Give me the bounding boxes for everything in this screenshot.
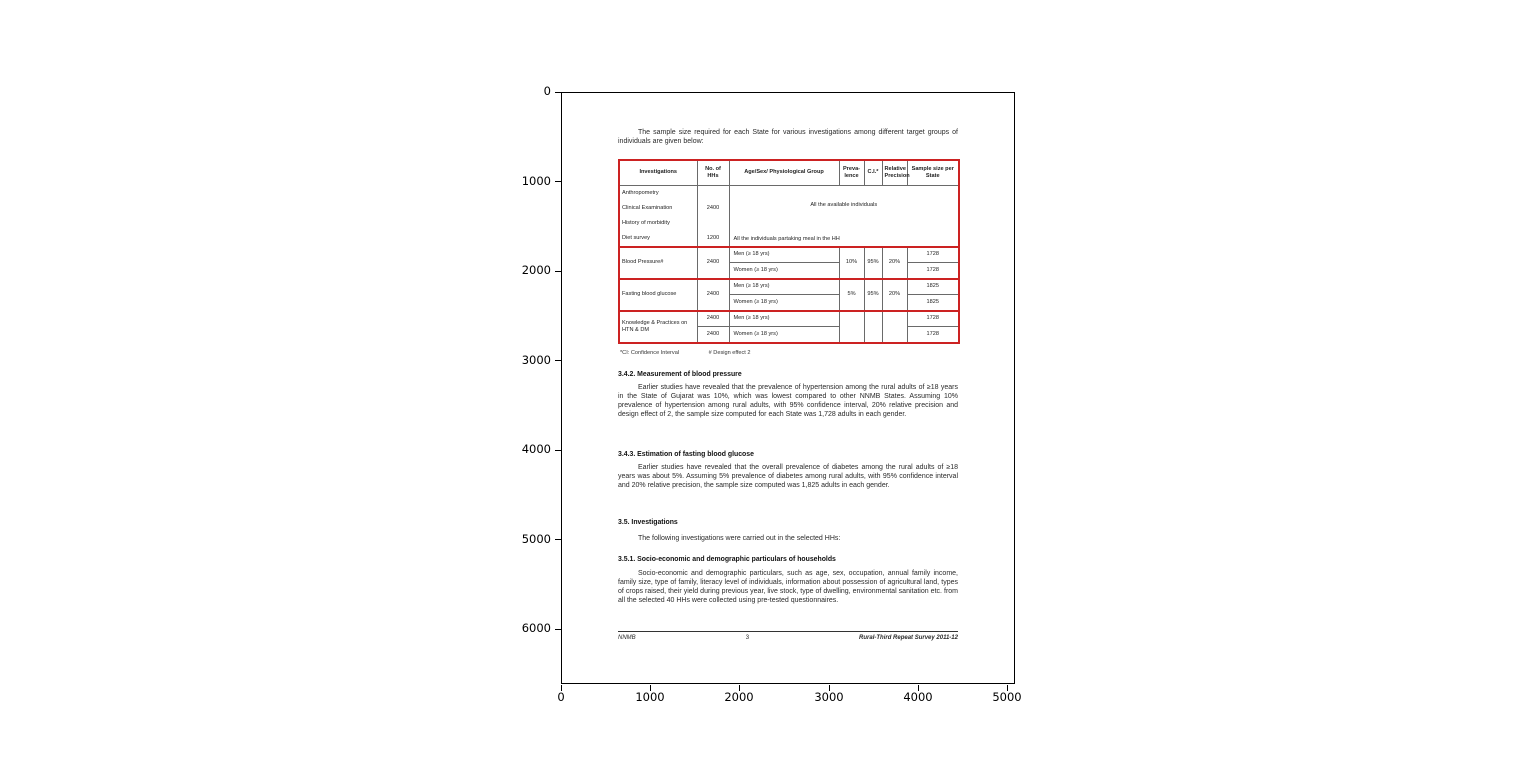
- footer-org: NNMB: [618, 635, 636, 641]
- cell-anthropometry: Anthropometry: [622, 189, 659, 196]
- document-page: [562, 93, 1014, 683]
- cell-bp-prevalence: 10%: [839, 247, 864, 279]
- table-row-bp-men: [619, 247, 959, 263]
- table-header-row: [619, 160, 959, 185]
- cell-kp-ci-empty: [864, 311, 882, 343]
- cell-individuals-partaking-meal: All the individuals partaking meal in the HH: [733, 235, 840, 242]
- cell-kp-prevalence-empty: [839, 311, 864, 343]
- cell-bp-women: Women (≥ 18 yrs): [729, 263, 839, 279]
- col-header-hhs: No. of HHs: [697, 160, 729, 185]
- table-footnote: [620, 350, 751, 356]
- intro-paragraph: The sample size required for each State for various investigations among different target groups of individuals are given below:: [618, 129, 958, 145]
- cell-diet-survey: Diet survey: [622, 234, 650, 241]
- footer-page-number: 3: [745, 635, 750, 641]
- cell-hhs-blank-1: [700, 186, 727, 201]
- x-tick-label: 1000: [635, 690, 665, 704]
- cell-fbg-sample-men: 1825: [907, 279, 959, 295]
- x-tick-label: 4000: [903, 690, 933, 704]
- cell-hhs-blank-2: [700, 216, 727, 231]
- cell-investigations-stack: [619, 185, 697, 247]
- table-row-fbg-men: [619, 279, 959, 295]
- footnote-ci: *CI: Confidence Interval: [620, 350, 680, 356]
- col-header-precision: Relative Precision: [882, 160, 907, 185]
- cell-blood-pressure: Blood Pressure#: [619, 247, 697, 279]
- cell-bp-hhs: 2400: [697, 247, 729, 279]
- cell-history-of-morbidity: History of morbidity: [622, 219, 670, 226]
- footer-divider: [618, 631, 958, 632]
- cell-kp-women: Women (≥ 18 yrs): [729, 327, 839, 343]
- x-tick-label: 3000: [814, 690, 844, 704]
- cell-kp-hhs-women: 2400: [697, 327, 729, 343]
- page-footer: [618, 635, 958, 641]
- section-351-heading: 3.5.1. Socio-economic and demographic particulars of households: [618, 556, 836, 563]
- y-tick-label: 3000: [521, 353, 551, 367]
- cell-bp-precision: 20%: [882, 247, 907, 279]
- cell-fbg-women: Women (≥ 18 yrs): [729, 295, 839, 311]
- cell-kp-hhs-men: 2400: [697, 311, 729, 327]
- cell-fbg-ci: 95%: [864, 279, 882, 311]
- cell-kp-precision-empty: [882, 311, 907, 343]
- table-row-anthropometry-group: [619, 185, 959, 247]
- footnote-design-effect: # Design effect 2: [708, 350, 751, 356]
- table-row-knowledge-men: [619, 311, 959, 327]
- cell-bp-ci: 95%: [864, 247, 882, 279]
- col-header-investigations: Investigations: [619, 160, 697, 185]
- cell-fbg-men: Men (≥ 18 yrs): [729, 279, 839, 295]
- cell-hhs-stack: [697, 185, 729, 247]
- col-header-sample: Sample size per State: [907, 160, 959, 185]
- cell-fbg-prevalence: 5%: [839, 279, 864, 311]
- cell-hhs-clinical: 2400: [706, 204, 720, 211]
- col-header-ci: C.I.*: [864, 160, 882, 185]
- x-tick-label: 0: [557, 690, 565, 704]
- cell-clinical-examination: Clinical Examination: [622, 204, 673, 211]
- section-343-paragraph: Earlier studies have revealed that the overall prevalence of diabetes among the rural adults of ≥18 years was about 5%. Assuming 5% prevalence of diabetes among rural adults, with 95% confidence interval and 20% relative precision, the sample size computed was 1,825 adults in each gender.: [618, 464, 958, 489]
- x-tick-label: 2000: [724, 690, 754, 704]
- cell-fbg-hhs: 2400: [697, 279, 729, 311]
- cell-hhs-diet: 1200: [706, 234, 720, 241]
- y-tick-label: 5000: [521, 532, 551, 546]
- y-tick-label: 2000: [521, 263, 551, 277]
- y-tick-label: 0: [543, 84, 551, 98]
- cell-bp-sample-women: 1728: [907, 263, 959, 279]
- section-343-heading: 3.4.3. Estimation of fasting blood glucose: [618, 451, 754, 458]
- plot-area: [561, 92, 1015, 684]
- section-342-paragraph: Earlier studies have revealed that the prevalence of hypertension among the rural adults of ≥18 years in the State of Gujarat was 10%, which was lowest compared to other NNMB States. Assuming 10% prevalence of hypertension among rural adults, with 95% confidence interval, 20% relative precision and design effect of 2, the sample size computed for each State was 1,728 adults in each gender.: [618, 384, 958, 418]
- cell-fbg-sample-women: 1825: [907, 295, 959, 311]
- cell-kp-men: Men (≥ 18 yrs): [729, 311, 839, 327]
- section-342-heading: 3.4.2. Measurement of blood pressure: [618, 371, 742, 378]
- cell-knowledge-practices: Knowledge & Practices on HTN & DM: [619, 311, 697, 343]
- cell-kp-sample-women: 1728: [907, 327, 959, 343]
- y-tick-label: 4000: [521, 442, 551, 456]
- cell-all-available-individuals: All the available individuals: [810, 201, 878, 208]
- section-35-heading: 3.5. Investigations: [618, 519, 678, 526]
- col-header-agesex: Age/Sex/ Physiological Group: [729, 160, 839, 185]
- cell-kp-sample-men: 1728: [907, 311, 959, 327]
- section-351-paragraph: Socio-economic and demographic particulars, such as age, sex, occupation, annual family income, family size, type of family, literacy level of individuals, information about possession of agricultural land, types of crops raised, their yield during previous year, live stock, type of dwelling, environmental sanitation etc. from all the selected 40 HHs were collected using pre-tested questionnaires.: [618, 570, 958, 604]
- cell-bp-men: Men (≥ 18 yrs): [729, 247, 839, 263]
- x-tick-label: 5000: [992, 690, 1022, 704]
- y-tick-label: 1000: [521, 174, 551, 188]
- cell-bp-sample-men: 1728: [907, 247, 959, 263]
- footer-survey-title: Rural-Third Repeat Survey 2011-12: [859, 635, 958, 641]
- col-header-prevalence: Preva- lence: [839, 160, 864, 185]
- sample-size-table: [618, 159, 960, 344]
- section-35-paragraph: The following investigations were carried out in the selected HHs:: [638, 535, 841, 542]
- cell-agesex-merged: [729, 185, 959, 247]
- cell-fbg-precision: 20%: [882, 279, 907, 311]
- y-tick-label: 6000: [521, 621, 551, 635]
- cell-fasting-blood-glucose: Fasting blood glucose: [619, 279, 697, 311]
